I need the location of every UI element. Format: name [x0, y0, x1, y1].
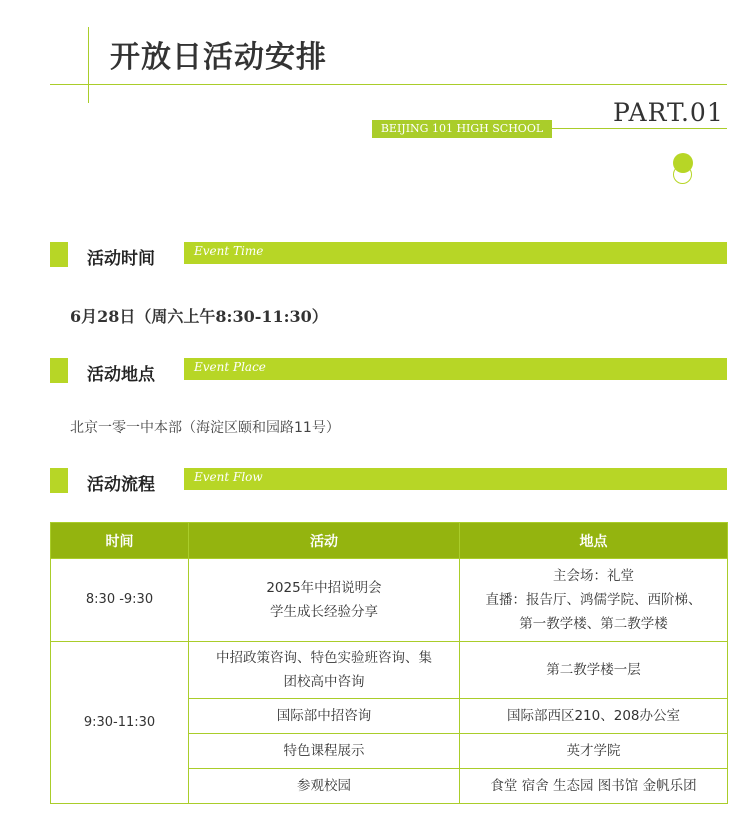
place-cell [460, 769, 728, 804]
cell-line: 中招政策咨询、特色实验班咨询、集 [216, 650, 432, 666]
table-row [51, 559, 728, 642]
time-cell: 8:30 -9:30 [51, 559, 189, 642]
event-place-text: 北京一零一中本部（海淀区颐和园路11号） [70, 420, 340, 436]
cell-line: 直播：报告厅、鸿儒学院、西阶梯、 [485, 592, 702, 608]
activity-cell [189, 642, 460, 699]
section-bar [184, 242, 727, 264]
cell-line: 食堂 宿舍 生态园 图书馆 金帆乐团 [490, 778, 697, 794]
cell-line: 国际部西区210、208办公室 [506, 708, 681, 724]
section-event-place [50, 358, 727, 386]
section-event-flow [50, 468, 727, 496]
section-bar [184, 468, 727, 490]
section-event-time [50, 242, 727, 270]
cell-line: 第一教学楼、第二教学楼 [519, 616, 668, 632]
header-vertical-line [88, 27, 89, 103]
place-cell [460, 642, 728, 699]
activity-cell [189, 699, 460, 734]
place-cell [460, 699, 728, 734]
section-subtitle-en: Event Place [194, 360, 266, 374]
place-cell [460, 559, 728, 642]
page-title: 开放日活动安排 [110, 40, 327, 75]
table-header-row [51, 523, 728, 559]
section-title: 活动时间 [87, 249, 155, 269]
cell-line: 学生成长经验分享 [270, 604, 378, 620]
schedule-table [50, 522, 728, 804]
cell-line: 英才学院 [566, 743, 621, 759]
column-header-time: 时间 [51, 523, 189, 559]
cell-line: 团校高中咨询 [283, 674, 365, 690]
school-banner: BEIJING 101 HIGH SCHOOL [372, 120, 552, 138]
section-marker [50, 468, 68, 493]
place-cell [460, 734, 728, 769]
table-row [51, 642, 728, 699]
activity-cell [189, 734, 460, 769]
column-header-place: 地点 [460, 523, 728, 559]
decor-dot-ring [673, 165, 692, 184]
cell-line: 特色课程展示 [283, 743, 365, 759]
time-cell: 9:30-11:30 [51, 642, 189, 804]
event-time-text: 6月28日（周六上午8:30-11:30） [70, 307, 328, 326]
cell-line: 第二教学楼一层 [546, 662, 641, 678]
section-subtitle-en: Event Time [194, 244, 264, 258]
cell-line: 参观校园 [297, 778, 351, 794]
cell-line: 主会场：礼堂 [553, 568, 634, 584]
section-bar [184, 358, 727, 380]
activity-cell [189, 559, 460, 642]
section-subtitle-en: Event Flow [194, 470, 263, 484]
activity-cell [189, 769, 460, 804]
part-underline [552, 128, 727, 129]
section-marker [50, 358, 68, 383]
section-title: 活动流程 [87, 475, 155, 495]
cell-line: 国际部中招咨询 [276, 708, 372, 724]
section-marker [50, 242, 68, 267]
part-label: PART.01 [613, 98, 724, 127]
section-title: 活动地点 [87, 365, 155, 385]
cell-line: 2025年中招说明会 [266, 580, 382, 596]
header-horizontal-line [50, 84, 727, 85]
column-header-activity: 活动 [189, 523, 460, 559]
